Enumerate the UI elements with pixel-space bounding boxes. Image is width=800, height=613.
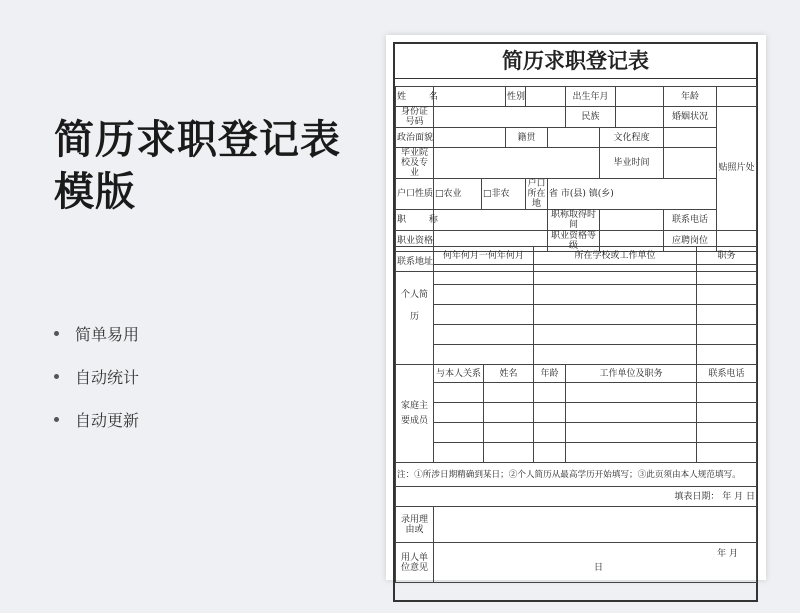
label-school: 毕业院校及专业 (396, 148, 434, 179)
value-title-rank[interactable] (434, 210, 548, 231)
table-cell[interactable] (534, 345, 697, 365)
feature-label: 简单易用 (75, 325, 140, 344)
form-preview (386, 35, 766, 580)
resume-table (395, 246, 757, 365)
label-political: 政治面貌 (396, 128, 434, 148)
family-table (395, 364, 757, 463)
family-header-name: 姓名 (484, 365, 534, 383)
value-employer[interactable] (434, 543, 757, 583)
checkbox-agri[interactable]: □农业 (434, 179, 482, 210)
family-header-phone: 联系电话 (697, 365, 757, 383)
table-cell[interactable] (697, 265, 757, 285)
value-school[interactable] (434, 148, 600, 179)
table-cell[interactable] (534, 265, 697, 285)
value-gender[interactable] (526, 87, 566, 107)
value-ethnicity[interactable] (616, 107, 664, 128)
table-cell[interactable] (484, 403, 534, 423)
table-cell[interactable] (434, 383, 484, 403)
label-hire-reason: 录用理由或 (396, 507, 434, 543)
resume-header-period: 何年何月一何年何月 (434, 247, 534, 265)
label-marital: 婚姻状况 (664, 107, 717, 128)
value-grad-time[interactable] (664, 148, 717, 179)
table-cell[interactable] (534, 325, 697, 345)
value-political[interactable] (434, 128, 506, 148)
photo-box: 贴照片处 (717, 107, 757, 231)
label-phone: 联系电话 (664, 210, 717, 231)
table-cell[interactable] (566, 403, 697, 423)
footer-table (395, 462, 757, 583)
value-native[interactable] (548, 128, 600, 148)
resume-side-label: 个人简历 (396, 247, 434, 365)
label-hukou-type: 户口性质 (396, 179, 434, 210)
value-title-time[interactable] (600, 210, 664, 231)
checkbox-nonagri[interactable]: □非农 (482, 179, 526, 210)
table-cell[interactable] (434, 345, 534, 365)
table-cell[interactable] (566, 383, 697, 403)
label-native: 籍贯 (506, 128, 548, 148)
table-cell[interactable] (434, 325, 534, 345)
table-cell[interactable] (534, 383, 566, 403)
table-cell[interactable] (434, 403, 484, 423)
fill-date: 填表日期： 年 月 日 (396, 487, 757, 507)
table-cell[interactable] (697, 345, 757, 365)
feature-label: 自动统计 (75, 368, 140, 387)
bullet-icon (54, 331, 59, 336)
bullet-icon (54, 374, 59, 379)
label-title-time: 职称取得时间 (548, 210, 600, 231)
label-ethnicity: 民族 (566, 107, 616, 128)
feature-item (54, 312, 139, 355)
employer-date-d: 日 (594, 563, 604, 573)
table-cell[interactable] (697, 423, 757, 443)
label-age: 年龄 (664, 87, 717, 107)
value-hire-reason[interactable] (434, 507, 757, 543)
table-cell[interactable] (697, 403, 757, 423)
family-header-age: 年龄 (534, 365, 566, 383)
feature-item (54, 355, 139, 398)
table-cell[interactable] (434, 265, 534, 285)
table-cell[interactable] (434, 423, 484, 443)
label-position: 应聘岗位 (664, 231, 717, 252)
table-cell[interactable] (697, 285, 757, 305)
table-cell[interactable] (534, 423, 566, 443)
value-birth[interactable] (616, 87, 664, 107)
bullet-icon (54, 417, 59, 422)
family-header-relation: 与本人关系 (434, 365, 484, 383)
table-cell[interactable] (697, 325, 757, 345)
label-title-rank: 职 称 (396, 210, 434, 231)
table-cell[interactable] (484, 443, 534, 463)
table-cell[interactable] (566, 423, 697, 443)
label-qual-level: 职业资格等级 (548, 231, 600, 252)
label-education: 文化程度 (600, 128, 664, 148)
registration-form (393, 42, 758, 602)
resume-header-org: 所在学校或工作单位 (534, 247, 697, 265)
value-education[interactable] (664, 128, 717, 148)
table-cell[interactable] (484, 383, 534, 403)
feature-list (54, 312, 139, 441)
table-cell[interactable] (534, 443, 566, 463)
label-id: 身份证号码 (396, 107, 434, 128)
page-title-line2: 模版 (54, 169, 136, 215)
label-address: 联系地址 (396, 252, 434, 272)
value-age[interactable] (717, 87, 757, 107)
family-side-label: 家庭主要成员 (396, 365, 434, 463)
value-id[interactable] (434, 107, 566, 128)
employer-date-ym: 年 月 (717, 549, 739, 559)
label-employer: 用人单位意见 (396, 543, 434, 583)
feature-label: 自动更新 (75, 411, 140, 430)
form-note: 注：①所涉日期精确到某日；②个人简历从最高学历开始填写；③此页须由本人规范填写。 (396, 463, 757, 487)
table-cell[interactable] (434, 285, 534, 305)
table-cell[interactable] (484, 423, 534, 443)
table-cell[interactable] (566, 443, 697, 463)
table-cell[interactable] (434, 443, 484, 463)
table-cell[interactable] (534, 285, 697, 305)
page-title (54, 114, 374, 218)
page-title-line1: 简历求职登记表 (54, 117, 341, 163)
feature-item (54, 398, 139, 441)
table-cell[interactable] (697, 305, 757, 325)
label-hukou-loc: 户口所在地 (527, 179, 546, 209)
label-grad-time: 毕业时间 (600, 148, 664, 179)
value-hukou-addr: 省 市(县) 镇(乡) (548, 179, 717, 210)
label-qual: 职业资格 (396, 231, 434, 252)
basic-info-table (395, 86, 757, 272)
label-gender: 性别 (506, 87, 526, 107)
table-cell[interactable] (534, 305, 697, 325)
table-cell[interactable] (697, 443, 757, 463)
form-title: 简历求职登记表 (395, 44, 756, 79)
resume-header-duty: 职务 (697, 247, 757, 265)
table-cell[interactable] (534, 403, 566, 423)
table-cell[interactable] (697, 383, 757, 403)
label-birth: 出生年月 (566, 87, 616, 107)
label-name: 姓 名 (396, 87, 434, 107)
table-cell[interactable] (434, 305, 534, 325)
family-header-org: 工作单位及职务 (566, 365, 697, 383)
